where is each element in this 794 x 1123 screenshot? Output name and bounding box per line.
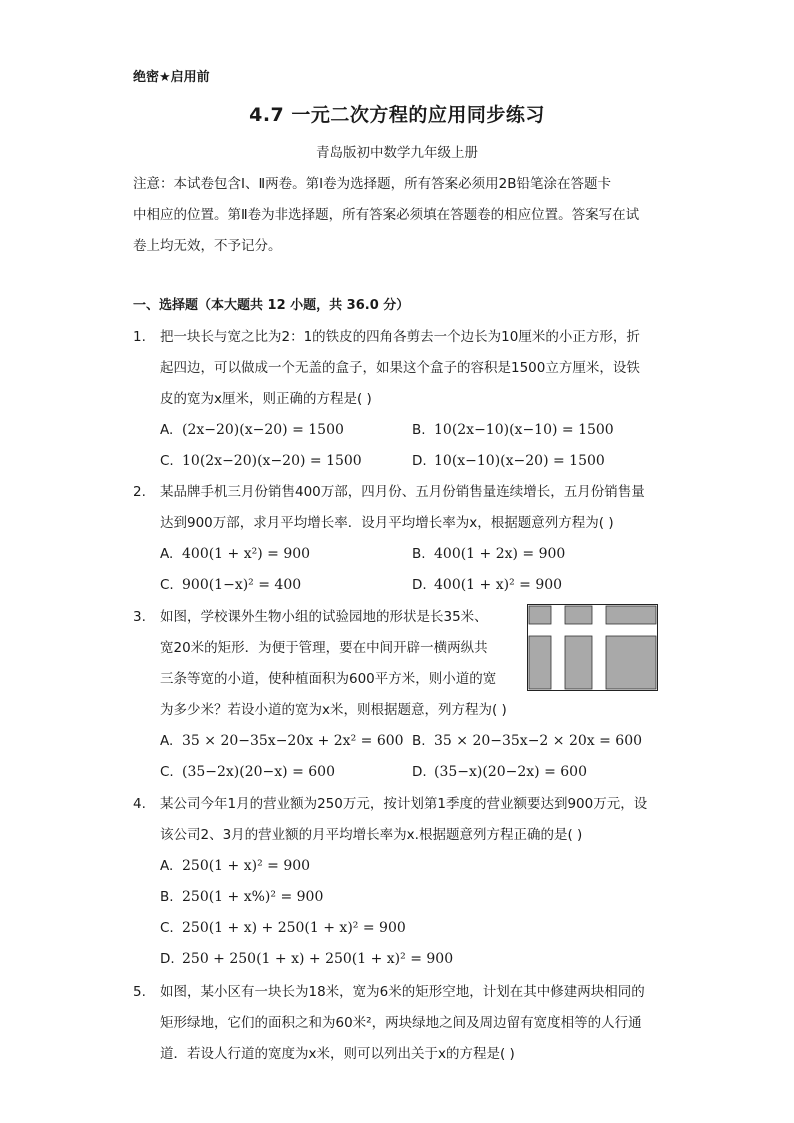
option-label: A. [160, 422, 174, 438]
option-label: B. [160, 889, 174, 905]
notice-line: 卷上均无效，不予记分。 [133, 238, 282, 254]
option-label: D. [412, 764, 427, 780]
option-text: 10(2x−20)(x−20) = 1500 [182, 453, 362, 469]
option-label: C. [160, 453, 174, 469]
question-line: 三条等宽的小道，使种植面积为600平方米，则小道的宽 [160, 671, 497, 687]
option-label: D. [160, 951, 175, 967]
page-subtitle: 青岛版初中数学九年级上册 [316, 145, 478, 161]
planting-plot [529, 606, 551, 624]
option-text: 400(1 + x)² = 900 [434, 577, 563, 593]
option-label: D. [412, 577, 427, 593]
option-b[interactable] [412, 415, 614, 446]
page-title: 4.7 一元二次方程的应用同步练习 [249, 104, 545, 126]
option-text: (35−x)(20−2x) = 600 [434, 764, 587, 780]
option-a[interactable] [160, 851, 310, 882]
option-a[interactable] [160, 726, 404, 757]
option-label: A. [160, 546, 174, 562]
exam-notice [133, 169, 663, 262]
planting-plot [606, 606, 656, 624]
option-c[interactable] [160, 757, 335, 788]
option-label: C. [160, 577, 174, 593]
option-label: B. [412, 422, 426, 438]
question-line: 起四边，可以做成一个无盖的盒子，如果这个盒子的容积是1500立方厘米，设铁 [160, 360, 640, 376]
planting-plot [565, 606, 592, 624]
secret-label: 绝密★启用前 [133, 70, 210, 85]
question-line: 皮的宽为x厘米，则正确的方程是( ) [160, 391, 372, 407]
option-a[interactable] [160, 539, 310, 570]
question-line: 道．若设人行道的宽度为x米，则可以列出关于x的方程是( ) [160, 1046, 515, 1062]
option-text: 250(1 + x)² = 900 [182, 858, 311, 874]
option-label: B. [412, 546, 426, 562]
option-label: D. [412, 453, 427, 469]
question-line: 达到900万部，求月平均增长率．设月平均增长率为x，根据题意列方程为( ) [160, 515, 614, 531]
option-label: C. [160, 920, 174, 936]
question-line: 宽20米的矩形．为便于管理，要在中间开辟一横两纵共 [160, 640, 488, 656]
section-heading: 一、选择题（本大题共 12 小题，共 36.0 分） [133, 298, 410, 313]
option-text: (35−2x)(20−x) = 600 [182, 764, 335, 780]
question-number: 5. [133, 984, 146, 1000]
question-line: 为多少米？若设小道的宽为x米，则根据题意，列方程为( ) [160, 702, 507, 718]
option-label: C. [160, 764, 174, 780]
planting-plot [606, 636, 656, 689]
option-d[interactable] [412, 446, 605, 477]
option-b[interactable] [412, 539, 565, 570]
option-c[interactable] [160, 570, 301, 601]
planting-plot [565, 636, 592, 689]
planting-plot [529, 636, 551, 689]
option-text: 400(1 + x²) = 900 [182, 546, 311, 562]
question-line: 该公司2、3月的营业额的月平均增长率为x.根据题意列方程正确的是( ) [160, 827, 583, 843]
question-line: 矩形绿地，它们的面积之和为60米²，两块绿地之间及周边留有宽度相等的人行通 [160, 1015, 642, 1031]
option-text: 400(1 + 2x) = 900 [434, 546, 566, 562]
option-text: 900(1−x)² = 400 [182, 577, 302, 593]
option-b[interactable] [160, 882, 323, 913]
question-number: 1. [133, 329, 146, 345]
option-d[interactable] [160, 944, 453, 975]
question-line: 某品牌手机三月份销售400万部，四月份、五月份销售量连续增长，五月份销售量 [160, 484, 645, 500]
question-number: 4. [133, 796, 146, 812]
option-c[interactable] [160, 446, 362, 477]
question-number: 3. [133, 609, 146, 625]
option-d[interactable] [412, 757, 587, 788]
option-c[interactable] [160, 913, 406, 944]
option-text: 10(2x−10)(x−10) = 1500 [434, 422, 614, 438]
option-b[interactable] [412, 726, 642, 757]
question-line: 把一块长与宽之比为2：1的铁皮的四角各剪去一个边长为10厘米的小正方形，折 [160, 329, 640, 345]
question-line: 某公司今年1月的营业额为250万元，按计划第1季度的营业额要达到900万元，设 [160, 796, 648, 812]
option-label: A. [160, 733, 174, 749]
option-text: 35 × 20−35x−20x + 2x² = 600 [182, 733, 404, 749]
option-d[interactable] [412, 570, 562, 601]
option-text: 250(1 + x%)² = 900 [182, 889, 324, 905]
notice-line: 注意：本试卷包含Ⅰ、Ⅱ两卷。第Ⅰ卷为选择题，所有答案必须用2B铅笔涂在答题卡 [133, 176, 611, 192]
question-line: 如图，学校课外生物小组的试验园地的形状是长35米、 [160, 609, 488, 625]
option-label: B. [412, 733, 426, 749]
question-number: 2. [133, 484, 146, 500]
option-label: A. [160, 858, 174, 874]
option-a[interactable] [160, 415, 344, 446]
question-line: 如图，某小区有一块长为18米，宽为6米的矩形空地，计划在其中修建两块相同的 [160, 984, 645, 1000]
option-text: 250 + 250(1 + x) + 250(1 + x)² = 900 [182, 951, 454, 967]
garden-plot-figure [527, 604, 659, 692]
notice-line: 中相应的位置。第Ⅱ卷为非选择题，所有答案必须填在答题卷的相应位置。答案写在试 [133, 207, 640, 223]
option-text: 250(1 + x) + 250(1 + x)² = 900 [182, 920, 406, 936]
option-text: (2x−20)(x−20) = 1500 [182, 422, 344, 438]
option-text: 10(x−10)(x−20) = 1500 [434, 453, 605, 469]
option-text: 35 × 20−35x−2 × 20x = 600 [434, 733, 643, 749]
